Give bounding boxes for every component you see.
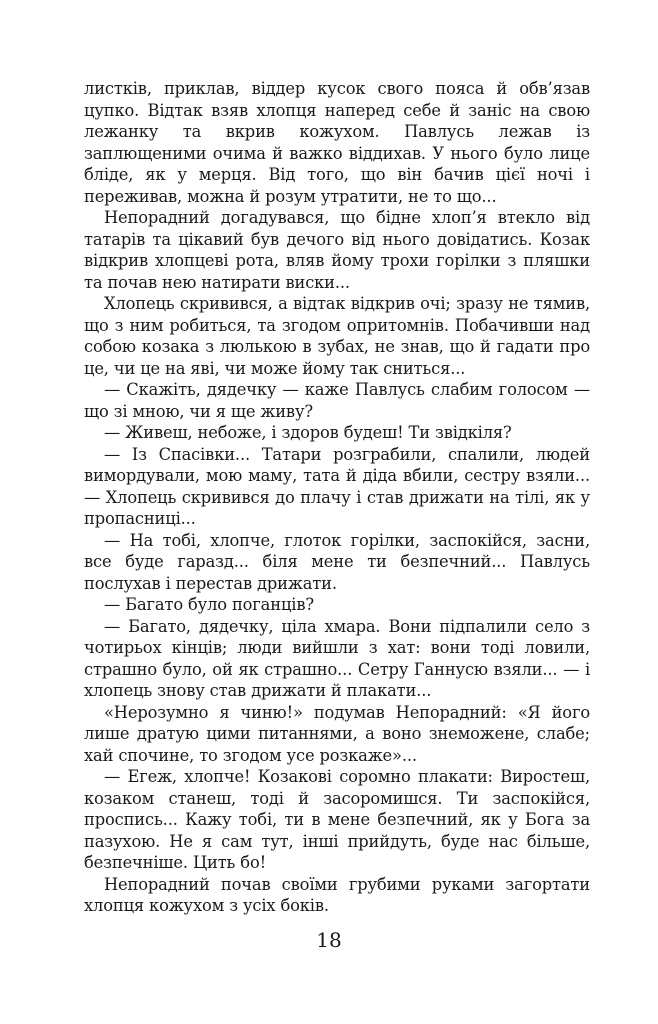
paragraph-4: — Скажіть, дядечку — каже Павлусь слабим голосом — що зі мною, чи я ще живу? [84, 380, 590, 421]
paragraph-5: — Живеш, небоже, і здоров будеш! Ти звідкіля? [104, 423, 512, 442]
paragraph-12: Непорадний почав своїми грубими руками загортати хлопця кожухом з усіх боків. [84, 874, 590, 915]
paragraph-8: — Багато було поганців? [104, 595, 314, 614]
paragraph-10: «Нерозумно я чиню!» подумав Непорадний: «Я його лише дратую цими питаннями, а воно знеможене, слабе; хай спочине, то згодом усе розкаже»... [84, 702, 590, 765]
paragraph-11: — Егеж, хлопче! Козакові соромно плакати: Виростеш, козаком станеш, тоді й засоромишся. Ти заспокійся, проспись... Кажу тобі, ти в мене безпечний, як у Бога за пазухою. Не я сам тут, інші прийдуть, буде нас більше, безпечніше. Цить бо! [84, 767, 590, 872]
paragraph-9: — Багато, дядечку, ціла хмара. Вони підпалили село з чотирьох кінців; люди вийшли з хат: вони тоді ловили, страшно було, ой як страшно... Сетру Ганнусю взяли... — і хлопець знову став дрижати й плакати... [84, 616, 590, 700]
paragraph-1: листків, приклав, віддер кусок свого пояса й обв’язав цупко. Відтак взяв хлопця наперед себе й заніс на свою лежанку та вкрив кожухом. Павлусь лежав із заплющеними очима й важко віддихав. У нього було лице бліде, як у мерця. Від того, що він бачив цієї ночі і переживав, можна й розум утратити, не то що... [84, 79, 590, 206]
paragraph-2: Непорадний догадувався, що бідне хлоп’я втекло від татарів та цікавий був дечого від нього довідатись. Козак відкрив хлопцеві рота, вляв йому трохи горілки з пляшки та почав нею натирати виски... [84, 208, 590, 292]
paragraph-3: Хлопець скривився, а відтак відкрив очі; зразу не тямив, що з ним робиться, та згодом опритомнів. Побачивши над собою козака з люлькою в зубах, не знав, що й гадати про це, чи це на яві, чи може йому так сниться... [84, 294, 590, 378]
page-body-text [84, 78, 590, 917]
paragraph-6: — Із Спасівки... Татари розграбили, спалили, людей вимордували, мою маму, тата й діда вбили, сестру взяли... — Хлопець скривився до плачу і став дрижати на тілі, як у пропасниці... [84, 444, 590, 528]
paragraph-7: — На тобі, хлопче, глоток горілки, заспокійся, засни, все буде гаразд... біля мене ти безпечний... Павлусь послухав і перестав дрижати. [84, 530, 590, 593]
page-number: 18 [316, 928, 342, 952]
